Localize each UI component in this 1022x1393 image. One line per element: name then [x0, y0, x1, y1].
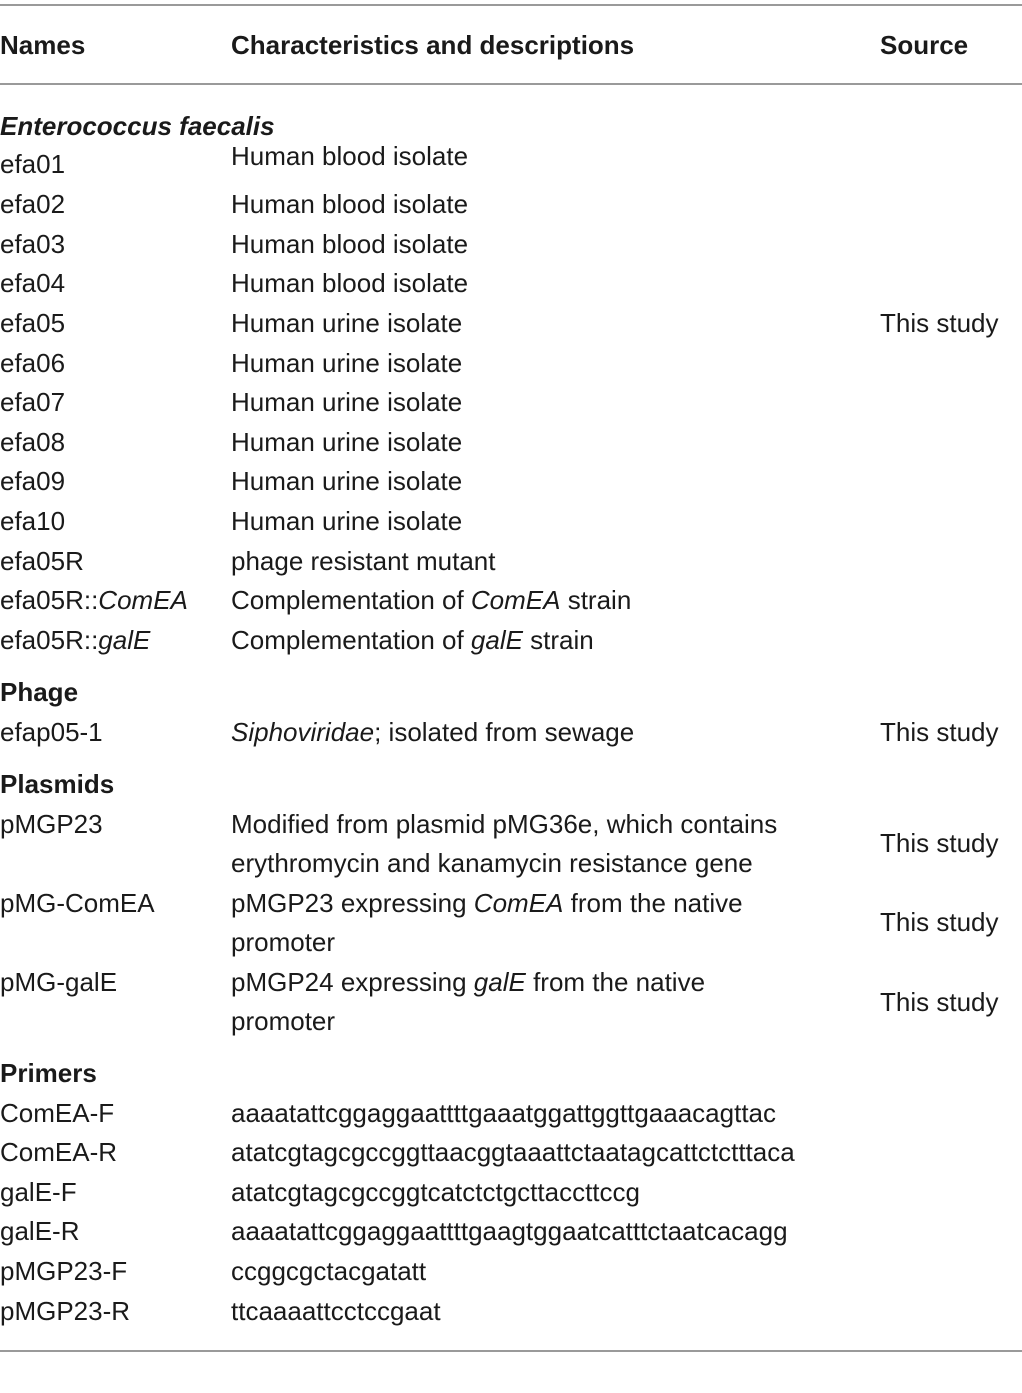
section-primers: Primers [0, 1058, 97, 1088]
header-source: Source [880, 30, 969, 60]
phage-source: This study [880, 717, 999, 747]
plasmid-desc-line1: pMGP23 expressing ComEA from the native [231, 888, 743, 918]
primer-name: galE-R [0, 1216, 80, 1246]
phage-desc: Siphoviridae; isolated from sewage [231, 717, 635, 747]
strain-source: This study [880, 308, 999, 338]
primer-name: ComEA-R [0, 1137, 118, 1167]
strain-name: efa03 [0, 229, 66, 259]
strain-desc: Complementation of galE strain [231, 625, 594, 655]
strain-name: efa05R [0, 546, 84, 576]
section-enterococcus: Enterococcus faecalis [0, 111, 275, 141]
strain-desc: phage resistant mutant [231, 546, 496, 576]
strain-desc: Complementation of ComEA strain [231, 585, 632, 615]
strain-desc: Human urine isolate [231, 348, 463, 378]
plasmid-source: This study [880, 828, 999, 858]
strain-desc: Human blood isolate [231, 141, 469, 171]
strain-name: efa10 [0, 506, 66, 536]
plasmid-source: This study [880, 907, 999, 937]
header-characteristics: Characteristics and descriptions [231, 30, 635, 60]
section-phage: Phage [0, 677, 79, 707]
strain-name: efa05 [0, 308, 66, 338]
primer-seq: atatcgtagcgccggttaacggtaaattctaatagcattctctttaca [231, 1137, 795, 1167]
strain-name: efa04 [0, 268, 66, 298]
header-names: Names [0, 30, 86, 60]
plasmid-name: pMG-galE [0, 967, 118, 997]
strain-desc: Human blood isolate [231, 189, 469, 219]
strain-name: efa05R::ComEA [0, 585, 188, 615]
strain-name: efa07 [0, 387, 66, 417]
plasmid-name: pMG-ComEA [0, 888, 155, 918]
primer-seq: aaaatattcggaggaattttgaaatggattggttgaaacagttac [231, 1098, 777, 1128]
strain-desc: Human blood isolate [231, 268, 469, 298]
bottom-rule [0, 1350, 1022, 1352]
strain-name: efa05R::galE [0, 625, 151, 655]
primer-name: galE-F [0, 1177, 77, 1207]
strain-desc: Human blood isolate [231, 229, 469, 259]
primer-seq: ttcaaaattcctccgaat [231, 1296, 441, 1326]
header-rule [0, 83, 1022, 85]
strain-desc: Human urine isolate [231, 387, 463, 417]
plasmid-source: This study [880, 987, 999, 1017]
plasmid-desc-line1: Modified from plasmid pMG36e, which contains [231, 809, 778, 839]
primer-seq: atatcgtagcgccggtcatctctgcttaccttccg [231, 1177, 640, 1207]
top-rule [0, 4, 1022, 6]
primer-name: pMGP23-F [0, 1256, 128, 1286]
primer-name: ComEA-F [0, 1098, 115, 1128]
plasmid-desc-line2: erythromycin and kanamycin resistance gene [231, 848, 753, 878]
strain-name: efa08 [0, 427, 66, 457]
strain-name: efa02 [0, 189, 66, 219]
strain-name: efa06 [0, 348, 66, 378]
primer-name: pMGP23-R [0, 1296, 131, 1326]
strain-desc: Human urine isolate [231, 308, 463, 338]
section-plasmids: Plasmids [0, 769, 115, 799]
primer-seq: aaaatattcggaggaattttgaagtggaatcatttctaatcacagg [231, 1216, 788, 1246]
plasmid-desc-line2: promoter [231, 1006, 336, 1036]
strain-name: efa01 [0, 149, 66, 179]
strain-desc: Human urine isolate [231, 506, 463, 536]
strain-name: efa09 [0, 466, 66, 496]
phage-name: efap05-1 [0, 717, 103, 747]
strain-desc: Human urine isolate [231, 427, 463, 457]
strain-desc: Human urine isolate [231, 466, 463, 496]
primer-seq: ccggcgctacgatatt [231, 1256, 427, 1286]
plasmid-desc-line2: promoter [231, 927, 336, 957]
plasmid-name: pMGP23 [0, 809, 103, 839]
plasmid-desc-line1: pMGP24 expressing galE from the native [231, 967, 706, 997]
